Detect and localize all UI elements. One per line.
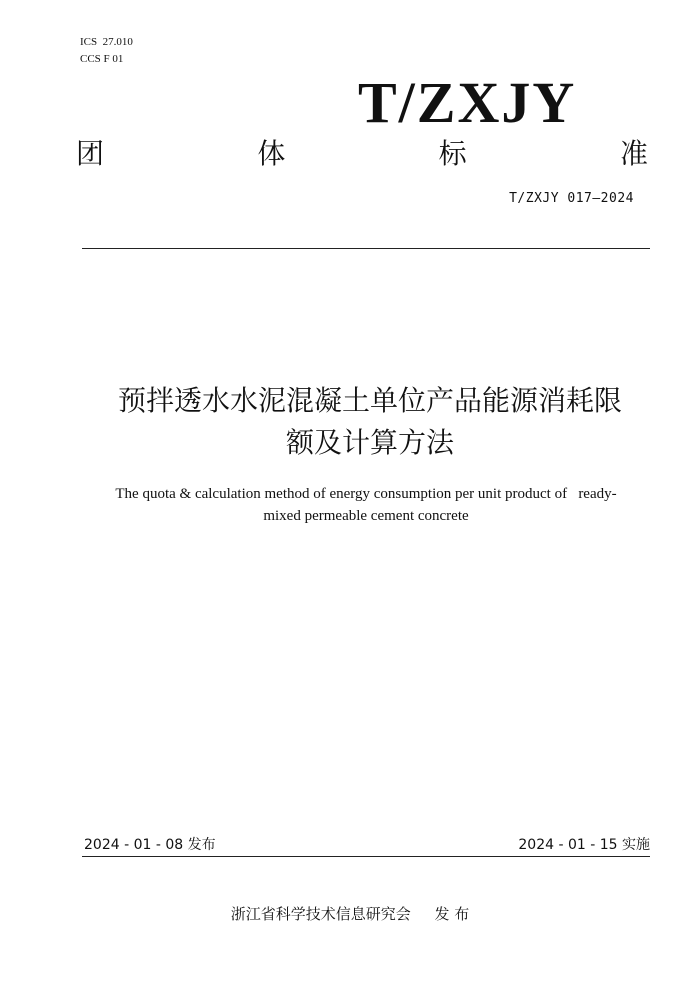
standard-type-char: 体 [257, 137, 286, 170]
standard-logo: T/ZXJY [358, 70, 577, 135]
english-title [86, 483, 646, 527]
publish-date: 2024 - 01 - 08 发布 [84, 837, 216, 853]
chinese-title-line: 额及计算方法 [285, 426, 454, 459]
english-title-line: mixed permeable cement concrete [263, 508, 469, 524]
implement-date: 2024 - 01 - 15 实施 [518, 837, 650, 853]
ccs-code: CCS F 01 [80, 53, 124, 65]
standard-type-char: 团 [76, 137, 105, 170]
standard-type-char: 准 [619, 137, 648, 170]
chinese-title [70, 380, 670, 464]
date-row [84, 834, 650, 856]
standard-type-heading [76, 134, 648, 174]
ics-code: ICS 27.010 [80, 36, 133, 48]
issuer: 浙江省科学技术信息研究会 发 布 [230, 905, 470, 923]
chinese-title-line: 预拌透水水泥混凝土单位产品能源消耗限 [117, 384, 622, 417]
classification-codes [80, 34, 133, 68]
top-divider [82, 248, 650, 249]
standard-number: T/ZXJY 017—2024 [509, 191, 634, 206]
english-title-line: The quota & calculation method of energy consumption per unit product of ready- [115, 486, 617, 502]
bottom-divider [82, 856, 650, 857]
standard-type-char: 标 [438, 137, 467, 170]
